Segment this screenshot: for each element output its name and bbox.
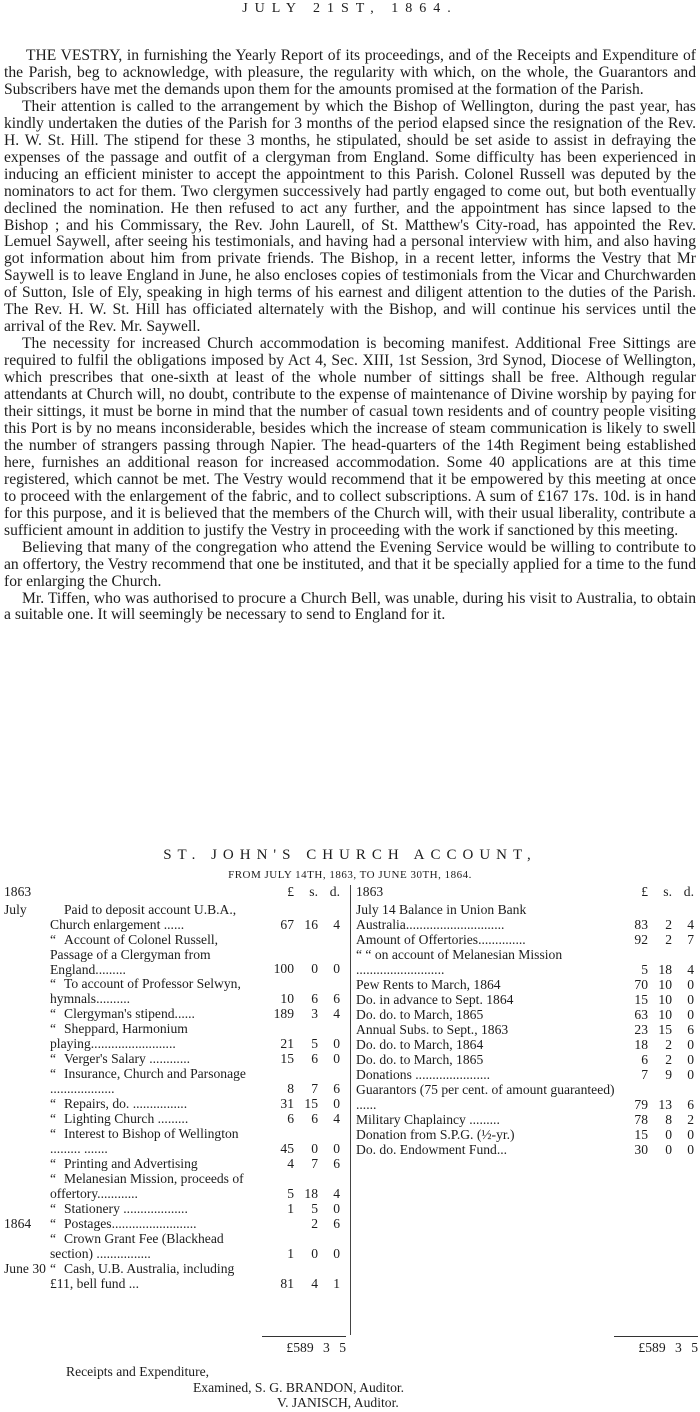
- ledger-row: [4, 1217, 346, 1232]
- ledger-row: [4, 1097, 346, 1112]
- amount-shillings: 0: [311, 1246, 318, 1261]
- amount-shillings: 6: [311, 1051, 318, 1066]
- ledger-row: [356, 948, 698, 978]
- entry-description: [50, 903, 256, 933]
- amount-pounds: 83: [634, 917, 648, 932]
- amount-pence: 6: [333, 1156, 340, 1171]
- amount-pence: 6: [333, 991, 340, 1006]
- amount-pounds: 6: [641, 1052, 648, 1067]
- entry-description: [356, 1113, 618, 1128]
- amount-pence: 0: [687, 977, 694, 992]
- ditto-mark: “: [50, 1156, 57, 1171]
- amount-shillings: 6: [311, 1111, 318, 1126]
- ledger-row: [356, 1083, 698, 1113]
- amount-pence: 6: [333, 1081, 340, 1096]
- entry-text: Do. do. to March, 1864: [356, 1037, 484, 1052]
- amount-pence: 0: [333, 1096, 340, 1111]
- amount-pounds: 18: [634, 1037, 648, 1052]
- entry-description: [50, 1217, 256, 1232]
- ledger-row: [356, 1008, 698, 1023]
- shilling-header: s.: [663, 884, 672, 899]
- amount-pounds: 15: [280, 1051, 294, 1066]
- ditto-mark: “: [50, 1126, 57, 1141]
- report-paragraph-4: Believing that many of the congregation who attend the Evening Service would be willing to contribute to an offertory, the Vestry recommend that one be instituted, and that it be specially applied for a time to the fund for enlarging the Church.: [4, 538, 696, 590]
- entry-description: [50, 1007, 256, 1022]
- amount-pence: 0: [687, 992, 694, 1007]
- signature-line-1: Receipts and Expenditure,: [66, 1364, 210, 1379]
- ledger-row: [4, 933, 346, 977]
- ditto-mark: “: [50, 1111, 57, 1126]
- entry-description: [356, 1068, 618, 1083]
- entry-description: [356, 993, 618, 1008]
- entry-description: [356, 1008, 618, 1023]
- amount-shillings: 18: [658, 962, 672, 977]
- entry-text: Clergyman's stipend......: [64, 1006, 195, 1021]
- ditto-mark: “: [50, 932, 57, 947]
- amount-shillings: 9: [665, 1067, 672, 1082]
- ditto-mark: “: [50, 1261, 57, 1276]
- amount-pounds: 8: [287, 1081, 294, 1096]
- ledger-row: [4, 1007, 346, 1022]
- amount-pounds: 1: [287, 1246, 294, 1261]
- amount-pence: 0: [687, 1067, 694, 1082]
- entry-description: [50, 977, 256, 1007]
- amount-shillings: 2: [665, 1037, 672, 1052]
- ledger-row: [356, 903, 698, 933]
- ledger-row: [4, 1127, 346, 1157]
- amount-shillings: 0: [311, 961, 318, 976]
- entry-description: [356, 948, 618, 978]
- report-paragraph-2: Their attention is called to the arrangement by which the Bishop of Wellington, during the past year, has kindly undertaken the duties of the Parish for 3 months of the period elapsed since the resignation of the Rev. H. W. St. Hill. The stipend for these 3 months, he stipulated, should be set aside to assist in defraying the expenses of the passage and outfit of a clergyman from England. Some difficulty has been experienced in inducing an efficient minister to accept the appointment to this Parish. Colonel Russell was deputed by the nominators to act for them. Two clergymen successively had partly engaged to come out, but both eventually declined the nomination. He then refused to act any further, and the appointment has since lapsed to the Bishop ; and his Commissary, the Rev. John Laurell, of St. Matthew's City-road, has appointed the Rev. Lemuel Saywell, after seeing his testimonials, and having had a personal interview with him, and also having got information about him from private friends. The Bishop, in a recent letter, informs the Vestry that Mr Saywell is to leave England in June, he also encloses copies of testimonials from the Vicar and Churchwarden of Sutton, Isle of Ely, speaking in high terms of his earnest and diligent attention to the duties of the Parish. The Rev. H. W. St. Hill has officiated alternately with the Bishop, and will continue his services until the arrival of the Rev. Mr. Saywell.: [4, 97, 696, 336]
- amount-pence: 0: [333, 1201, 340, 1216]
- entry-text: Cash, U.B. Australia, including £11, bell fund ...: [50, 1261, 235, 1291]
- shilling-header: s.: [309, 884, 318, 899]
- ledger-row: [4, 977, 346, 1007]
- entry-text: Crown Grant Fee (Blackhead section) ................: [50, 1231, 224, 1261]
- amount-shillings: 2: [665, 932, 672, 947]
- report-paragraph-5: Mr. Tiffen, who was authorised to procure a Church Bell, was unable, during his visit to Australia, to obtain a suitable one. It will seemingly be necessary to send to England for it.: [4, 589, 696, 624]
- ditto-mark: “: [50, 1006, 57, 1021]
- entry-text: Paid to deposit account U.B.A., Church enlargement ......: [50, 902, 237, 932]
- column-header-row: [4, 885, 346, 903]
- entry-description: [50, 1157, 256, 1172]
- amount-shillings: 5: [311, 1201, 318, 1216]
- entry-text: Do. do. to March, 1865: [356, 1052, 484, 1067]
- column-year: 1863: [4, 884, 32, 899]
- entry-text: Interest to Bishop of Wellington ......... .......: [50, 1126, 239, 1156]
- entry-text: Do. do. Endowment Fund...: [356, 1142, 508, 1157]
- expenditure-total-rule: [262, 1336, 346, 1337]
- entry-description: [356, 903, 618, 933]
- ledger-row: [4, 903, 346, 933]
- entry-text: Verger's Salary ............: [64, 1051, 191, 1066]
- amount-shillings: 8: [665, 1112, 672, 1127]
- entry-description: [356, 1053, 618, 1068]
- entry-description: [50, 1052, 256, 1067]
- entry-text: Military Chaplaincy .........: [356, 1112, 500, 1127]
- entry-text: Guarantors (75 per cent. of amount guaranteed) ......: [356, 1082, 615, 1112]
- amount-pounds: 1: [287, 1201, 294, 1216]
- amount-pounds: 5: [287, 1186, 294, 1201]
- receipts-total-rule: [614, 1336, 698, 1337]
- ledger-row: [356, 978, 698, 993]
- entry-description: [356, 1083, 618, 1113]
- entry-description: [356, 1143, 618, 1158]
- entry-text: Insurance, Church and Parsonage ...................: [50, 1066, 246, 1096]
- amount-pounds: 10: [280, 991, 294, 1006]
- amount-pounds: 21: [280, 1036, 294, 1051]
- amount-pence: 4: [333, 1006, 340, 1021]
- amount-shillings: 2: [665, 1052, 672, 1067]
- report-paragraph-1: THE VESTRY, in furnishing the Yearly Report of its proceedings, and of the Receipts and Expenditure of the Parish, beg to acknowledge, with pleasure, the regularity with which, on the whole, the Guarantors and Subscribers have met the demands upon them for the amounts promised at the formation of the Parish.: [4, 47, 696, 98]
- entry-description: [50, 1022, 256, 1052]
- entry-description: [356, 933, 618, 948]
- entry-text: Printing and Advertising: [64, 1156, 198, 1171]
- entry-text: Pew Rents to March, 1864: [356, 977, 501, 992]
- amount-pounds: 15: [634, 992, 648, 1007]
- pound-header: £: [287, 884, 294, 899]
- amount-pounds: 30: [634, 1142, 648, 1157]
- ledger-row: [356, 1023, 698, 1038]
- entry-text: Amount of Offertories..............: [356, 932, 526, 947]
- ledger-row: [356, 1053, 698, 1068]
- amount-pence: 0: [333, 961, 340, 976]
- amount-pounds: 92: [634, 932, 648, 947]
- amount-shillings: 7: [311, 1156, 318, 1171]
- amount-pence: 0: [333, 1051, 340, 1066]
- account-period: FROM JULY 14TH, 1863, TO JUNE 30TH, 1864.: [228, 869, 472, 881]
- signature-line-3: V. JANISCH, Auditor.: [277, 1395, 399, 1410]
- entry-description: [50, 1127, 256, 1157]
- entry-text: Postages.........................: [64, 1216, 197, 1231]
- amount-pounds: 189: [273, 1006, 294, 1021]
- ledger-row: [4, 1172, 346, 1202]
- ditto-mark: “: [50, 1096, 57, 1111]
- entry-description: [356, 1023, 618, 1038]
- entry-text: Stationery ...................: [64, 1201, 188, 1216]
- entry-description: [50, 1202, 256, 1217]
- amount-pence: 7: [687, 932, 694, 947]
- entry-date: 1864: [4, 1216, 32, 1231]
- amount-pence: 2: [687, 1112, 694, 1127]
- amount-pounds: 6: [287, 1111, 294, 1126]
- amount-shillings: 10: [658, 1007, 672, 1022]
- amount-pounds: 4: [287, 1156, 294, 1171]
- ledger-row: [4, 1202, 346, 1217]
- entry-description: [356, 1128, 618, 1143]
- entry-description: [50, 1232, 256, 1262]
- amount-shillings: 15: [658, 1022, 672, 1037]
- ledger-row: [356, 1113, 698, 1128]
- entry-text: To account of Professor Selwyn, hymnals..........: [50, 976, 241, 1006]
- amount-shillings: 3: [311, 1006, 318, 1021]
- entry-text: Do. do. to March, 1865: [356, 1007, 484, 1022]
- ditto-mark: “: [50, 1216, 57, 1231]
- ledger-row: [4, 1262, 346, 1292]
- report-paragraph-3: The necessity for increased Church accommodation is becoming manifest. Additional Free Sittings are required to fulfil the obligations imposed by Act 4, Sec. XIII, 1st Session, 3rd Synod, Diocese of Wellington, which prescribes that one-sixth at least of the whole number of sittings shall be free. Although regular attendants at Church will, no doubt, contribute to the expense of maintenance of Divine worship by paying for their sittings, it must be borne in mind that the number of casual town residents and of country people visiting this Port is by no means inconsiderable, besides which the increase of steam communication is likely to swell the number of strangers passing through Napier. The head-quarters of the 14th Regiment being established here, furnishes an additional reason for increased accommodation. Some 40 applications are at this time registered, which cannot be met. The Vestry would recommend that it be empowered by this meeting at once to proceed with the enlargement of the fabric, and to collect subscriptions. A sum of £167 17s. 10d. is in hand for this purpose, and it is believed that the members of the Church will, with their usual liberality, contribute a sufficient amount in addition to justify the Vestry in proceeding with the work if sanctioned by this meeting.: [4, 335, 696, 539]
- column-header-row: [356, 885, 698, 903]
- ditto-mark: “: [50, 1051, 57, 1066]
- ledger-row: [4, 1157, 346, 1172]
- amount-pence: 4: [687, 962, 694, 977]
- amount-shillings: 15: [304, 1096, 318, 1111]
- amount-pounds: 81: [280, 1276, 294, 1291]
- expenditure-column: [4, 885, 346, 1292]
- entry-description: [50, 1112, 256, 1127]
- amount-pence: 0: [333, 1141, 340, 1156]
- amount-pounds: 23: [634, 1022, 648, 1037]
- entry-description: [356, 978, 618, 993]
- amount-pence: 0: [687, 1142, 694, 1157]
- ledger-row: [4, 1067, 346, 1097]
- ditto-mark: “: [50, 1021, 57, 1036]
- amount-pounds: 67: [280, 917, 294, 932]
- entry-description: [50, 933, 256, 977]
- amount-pence: 0: [333, 1036, 340, 1051]
- ledger-row: [4, 1232, 346, 1262]
- amount-shillings: 0: [311, 1141, 318, 1156]
- ledger-row: [4, 1112, 346, 1127]
- amount-shillings: 2: [311, 1216, 318, 1231]
- amount-pounds: 45: [280, 1141, 294, 1156]
- ledger-row: [4, 1022, 346, 1052]
- entry-description: [50, 1262, 256, 1292]
- amount-shillings: 16: [304, 917, 318, 932]
- account-title: ST. JOHN'S CHURCH ACCOUNT,: [163, 847, 537, 863]
- amount-pounds: 63: [634, 1007, 648, 1022]
- entry-text: Do. in advance to Sept. 1864: [356, 992, 514, 1007]
- ditto-mark: “: [50, 1231, 57, 1246]
- receipts-total: £589 3 5: [638, 1340, 698, 1355]
- entry-date: June 30: [4, 1261, 46, 1276]
- vestry-report: [4, 48, 696, 624]
- column-year: 1863: [356, 884, 384, 899]
- amount-pounds: 7: [641, 1067, 648, 1082]
- entry-text: July 14 Balance in Union Bank Australia.............................: [356, 902, 527, 932]
- amount-pence: 1: [333, 1276, 340, 1291]
- entry-text: Donations ......................: [356, 1067, 491, 1082]
- ditto-mark: “: [50, 1201, 57, 1216]
- amount-pence: 6: [687, 1022, 694, 1037]
- ledger-row: [356, 933, 698, 948]
- amount-pence: 4: [333, 1111, 340, 1126]
- amount-shillings: 2: [665, 917, 672, 932]
- amount-pounds: 79: [634, 1097, 648, 1112]
- ditto-mark: “: [50, 1171, 57, 1186]
- column-divider: [350, 885, 351, 1335]
- receipts-column: [356, 885, 698, 1158]
- amount-pence: 6: [687, 1097, 694, 1112]
- amount-pence: 0: [687, 1007, 694, 1022]
- entry-description: [356, 1038, 618, 1053]
- pound-header: £: [641, 884, 648, 899]
- amount-pounds: 31: [280, 1096, 294, 1111]
- amount-pence: 0: [687, 1037, 694, 1052]
- ledger-row: [356, 993, 698, 1008]
- entry-text: Account of Colonel Russell, Passage of a Clergyman from England.........: [50, 932, 219, 977]
- entry-description: [50, 1172, 256, 1202]
- entry-description: [50, 1097, 256, 1112]
- ledger-row: [356, 1128, 698, 1143]
- pence-header: d.: [329, 884, 340, 899]
- amount-pence: 4: [687, 917, 694, 932]
- amount-pounds: 5: [641, 962, 648, 977]
- amount-shillings: 5: [311, 1036, 318, 1051]
- amount-shillings: 7: [311, 1081, 318, 1096]
- amount-shillings: 10: [658, 977, 672, 992]
- amount-shillings: 18: [304, 1186, 318, 1201]
- entry-date: July: [4, 902, 27, 917]
- expenditure-total: £589 3 5: [286, 1340, 346, 1355]
- ditto-mark: “: [50, 1066, 57, 1081]
- entry-text: “ “ on account of Melanesian Mission ..........................: [356, 947, 563, 977]
- entry-text: Annual Subs. to Sept., 1863: [356, 1022, 509, 1037]
- amount-shillings: 13: [658, 1097, 672, 1112]
- entry-text: Melanesian Mission, proceeds of offertory............: [50, 1171, 244, 1201]
- signature-line-2: Examined, S. G. BRANDON, Auditor.: [193, 1380, 405, 1395]
- entry-text: Donation from S.P.G. (½-yr.): [356, 1127, 515, 1142]
- entry-text: Lighting Church .........: [64, 1111, 189, 1126]
- amount-pounds: 78: [634, 1112, 648, 1127]
- amount-pounds: 100: [273, 961, 294, 976]
- amount-shillings: 4: [311, 1276, 318, 1291]
- ledger-row: [356, 1038, 698, 1053]
- ledger-row: [356, 1143, 698, 1158]
- amount-shillings: 0: [665, 1142, 672, 1157]
- pence-header: d.: [683, 884, 694, 899]
- ledger-row: [356, 1068, 698, 1083]
- ledger-row: [4, 1052, 346, 1067]
- amount-pounds: 70: [634, 977, 648, 992]
- amount-shillings: 6: [311, 991, 318, 1006]
- entry-text: Repairs, do. ................: [64, 1096, 188, 1111]
- amount-pence: 6: [333, 1216, 340, 1231]
- amount-pence: 0: [687, 1052, 694, 1067]
- amount-shillings: 10: [658, 992, 672, 1007]
- amount-pence: 4: [333, 917, 340, 932]
- amount-pence: 0: [333, 1246, 340, 1261]
- amount-pence: 0: [687, 1127, 694, 1142]
- page-date-header: JULY 21ST, 1864.: [242, 1, 458, 16]
- ditto-mark: “: [50, 976, 57, 991]
- amount-shillings: 0: [665, 1127, 672, 1142]
- amount-pounds: 15: [634, 1127, 648, 1142]
- entry-text: Sheppard, Harmonium playing.........................: [50, 1021, 188, 1051]
- amount-pence: 4: [333, 1186, 340, 1201]
- entry-description: [50, 1067, 256, 1097]
